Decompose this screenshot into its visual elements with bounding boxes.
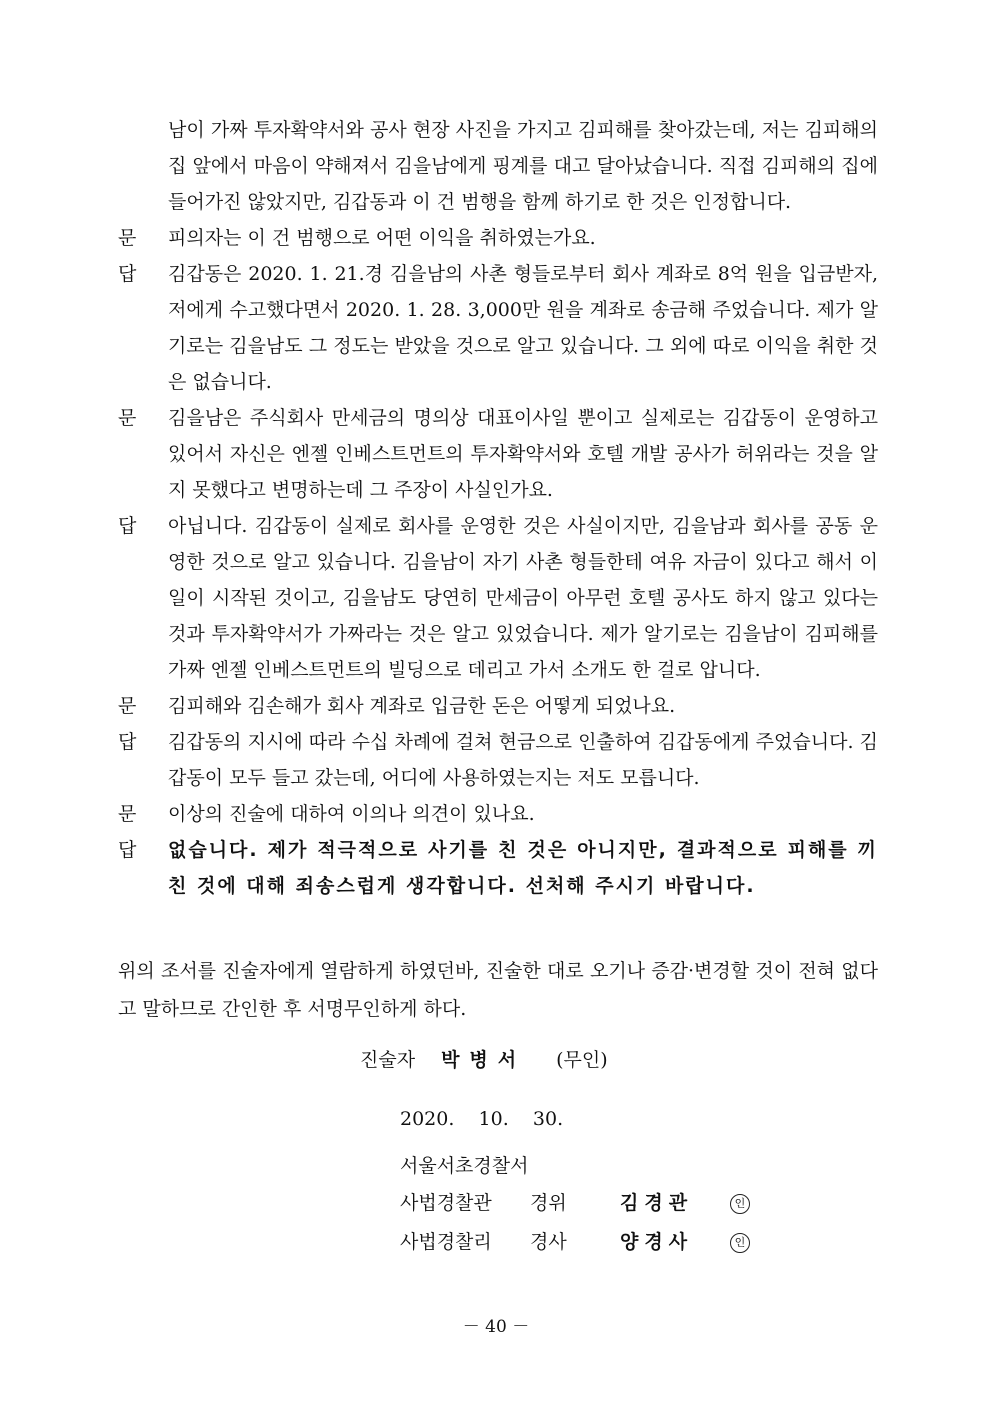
qa-answer [118,508,878,688]
qa-label: 문 [118,695,137,717]
qa-text: 피의자는 이 건 범행으로 어떤 이익을 취하였는가요. [168,227,596,249]
officer-name: 양경사 [620,1231,694,1253]
qa-question [118,400,878,508]
statement-body [118,112,878,904]
qa-text: 김을남은 주식회사 만세금의 명의상 대표이사일 뿐이고 실제로는 김갑동이 운영하고 있어서 자신은 엔젤 인베스트먼트의 투자확약서와 호텔 개발 공사가 허위라는 것을 알지 못했다고 변명하는데 그 주장이 사실인가요. [168,407,878,501]
qa-label: 문 [118,803,137,825]
qa-answer [118,256,878,400]
qa-label: 답 [118,263,137,285]
officer-rank: 경사 [530,1231,567,1253]
stater-signature [360,1045,608,1075]
qa-label: 답 [118,731,137,753]
officer-title: 사법경찰리 [400,1231,492,1253]
date: 2020. 10. 30. [400,1108,564,1130]
continuation-text: 남이 가짜 투자확약서와 공사 현장 사진을 가지고 김피해를 찾아갔는데, 저는 김피해의 집 앞에서 마음이 약해져서 김을남에게 핑계를 대고 달아났습니다. 직접 김피해의 집에 들어가진 않았지만, 김갑동과 이 건 범행을 함께 하기로 한 것은 인정합니다. [168,119,878,213]
seal-icon: 인 [730,1233,750,1253]
officer-name: 김경관 [620,1192,694,1214]
seal-icon: 인 [730,1194,750,1214]
qa-label: 답 [118,839,137,861]
officer-line [400,1188,750,1218]
continuation-paragraph [118,112,878,220]
closing-paragraph [118,952,878,1028]
qa-label: 답 [118,515,137,537]
qa-label: 문 [118,227,137,249]
signature-role: 진술자 [360,1049,416,1071]
office-name: 서울서초경찰서 [400,1155,529,1177]
officer-line [400,1227,750,1257]
qa-question [118,220,878,256]
qa-label: 문 [118,407,137,429]
qa-answer [118,724,878,796]
closing-text: 위의 조서를 진술자에게 열람하게 하였던바, 진술한 대로 오기나 증감·변경할 것이 전혀 없다고 말하므로 간인한 후 서명무인하게 하다. [118,960,878,1020]
officer-rank: 경위 [530,1192,567,1214]
qa-text: 김갑동은 2020. 1. 21.경 김을남의 사촌 형들로부터 회사 계좌로 8억 원을 입금받자, 저에게 수고했다면서 2020. 1. 28. 3,000만 원을 계좌로 송금해 주었습니다. 제가 알기로는 김을남도 그 정도는 받았을 것으로 알고 있습니다. 그 외에 따로 이익을 취한 것은 없습니다. [168,263,878,393]
signature-name: 박병서 [441,1049,527,1071]
qa-question [118,796,878,832]
signature-mark: (무인) [556,1049,608,1071]
qa-text: 김갑동의 지시에 따라 수십 차례에 걸쳐 현금으로 인출하여 김갑동에게 주었습니다. 김갑동이 모두 들고 갔는데, 어디에 사용하였는지는 저도 모릅니다. [168,731,878,789]
handwritten-answer: 없습니다. 제가 적극적으로 사기를 친 것은 아니지만, 결과적으로 피해를 끼친 것에 대해 죄송스럽게 생각합니다. 선처해 주시기 바랍니다. [168,839,878,897]
final-answer [118,832,878,904]
page-number: － 40 － [462,1317,530,1337]
qa-question [118,688,878,724]
officer-title: 사법경찰관 [400,1192,492,1214]
qa-text: 김피해와 김손해가 회사 계좌로 입금한 돈은 어떻게 되었나요. [168,695,676,717]
qa-text: 이상의 진술에 대하여 이의나 의견이 있나요. [168,803,535,825]
qa-text: 아닙니다. 김갑동이 실제로 회사를 운영한 것은 사실이지만, 김을남과 회사를 공동 운영한 것으로 알고 있습니다. 김을남이 자기 사촌 형들한테 여유 자금이 있다고 해서 이 일이 시작된 것이고, 김을남도 당연히 만세금이 아무런 호텔 공사도 하지 않고 있다는 것과 투자확약서가 가짜라는 것은 알고 있었습니다. 제가 알기로는 김을남이 김피해를 가짜 엔젤 인베스트먼트의 빌딩으로 데리고 가서 소개도 한 걸로 압니다. [168,515,878,681]
